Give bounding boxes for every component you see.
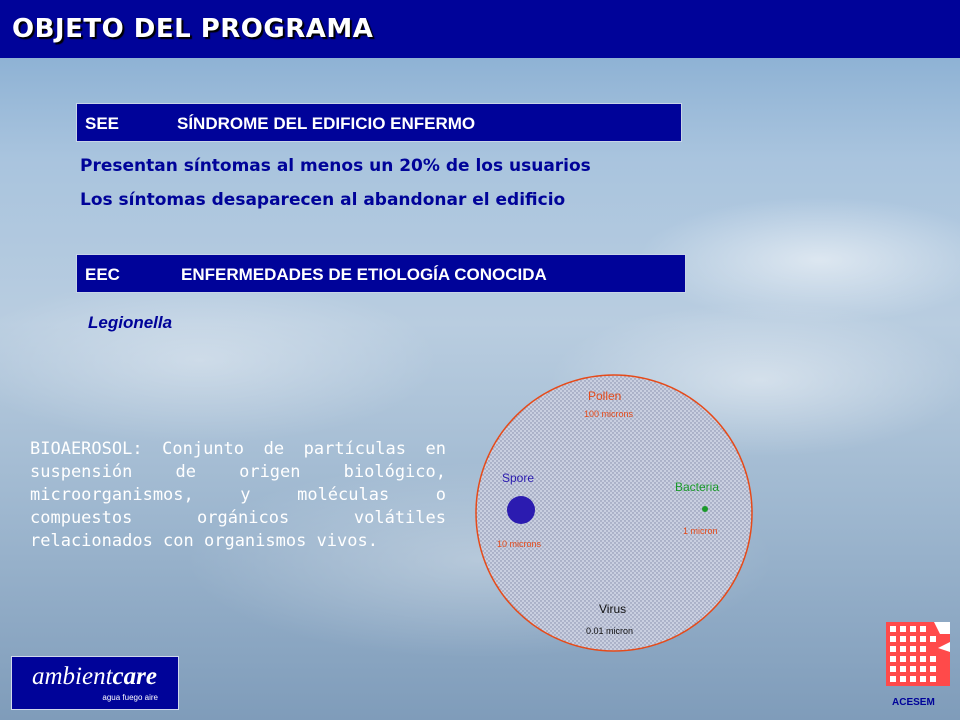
particle-size-diagram (470, 370, 770, 660)
bacteria-label: Bacteria (675, 480, 720, 494)
spore-size: 10 microns (497, 539, 542, 549)
bacteria-size: 1 micron (683, 526, 718, 536)
eec-heading-box (76, 254, 686, 293)
title-bar (0, 0, 960, 58)
virus-size: 0.01 micron (586, 626, 634, 636)
see-code: SEE (85, 114, 120, 133)
page-title: OBJETO DEL PROGRAMA (12, 14, 374, 44)
spore-circle (507, 496, 535, 524)
pollen-label: Pollen (588, 389, 622, 403)
eec-example: Legionella (88, 313, 173, 332)
eec-name: ENFERMEDADES DE ETIOLOGÍA CONOCIDA (181, 265, 547, 284)
see-point-1: Presentan síntomas al menos un 20% de los usuarios (80, 156, 591, 176)
ambientcare-logo (11, 656, 179, 710)
bioaerosol-definition: BIOAEROSOL: Conjunto de partículas en suspensión de origen biológico, microorganismos, y moléculas o compuestos orgánicos volátiles relacionados con organismos vivos. (30, 439, 446, 551)
see-point-2: Los síntomas desaparecen al abandonar el edificio (80, 190, 566, 210)
acesem-logo-icon (886, 622, 950, 686)
bacteria-dot (702, 506, 708, 512)
acesem-label: ACESEM (892, 697, 935, 708)
pollen-size: 100 microns (584, 409, 634, 419)
ambientcare-wordmark: ambientcare (32, 663, 157, 690)
spore-label: Spore (502, 471, 535, 485)
see-name: SÍNDROME DEL EDIFICIO ENFERMO (177, 114, 476, 133)
ambientcare-tagline: agua fuego aire (102, 693, 158, 702)
eec-code: EEC (85, 265, 120, 284)
see-heading-box (76, 103, 682, 142)
virus-label: Virus (599, 602, 627, 616)
